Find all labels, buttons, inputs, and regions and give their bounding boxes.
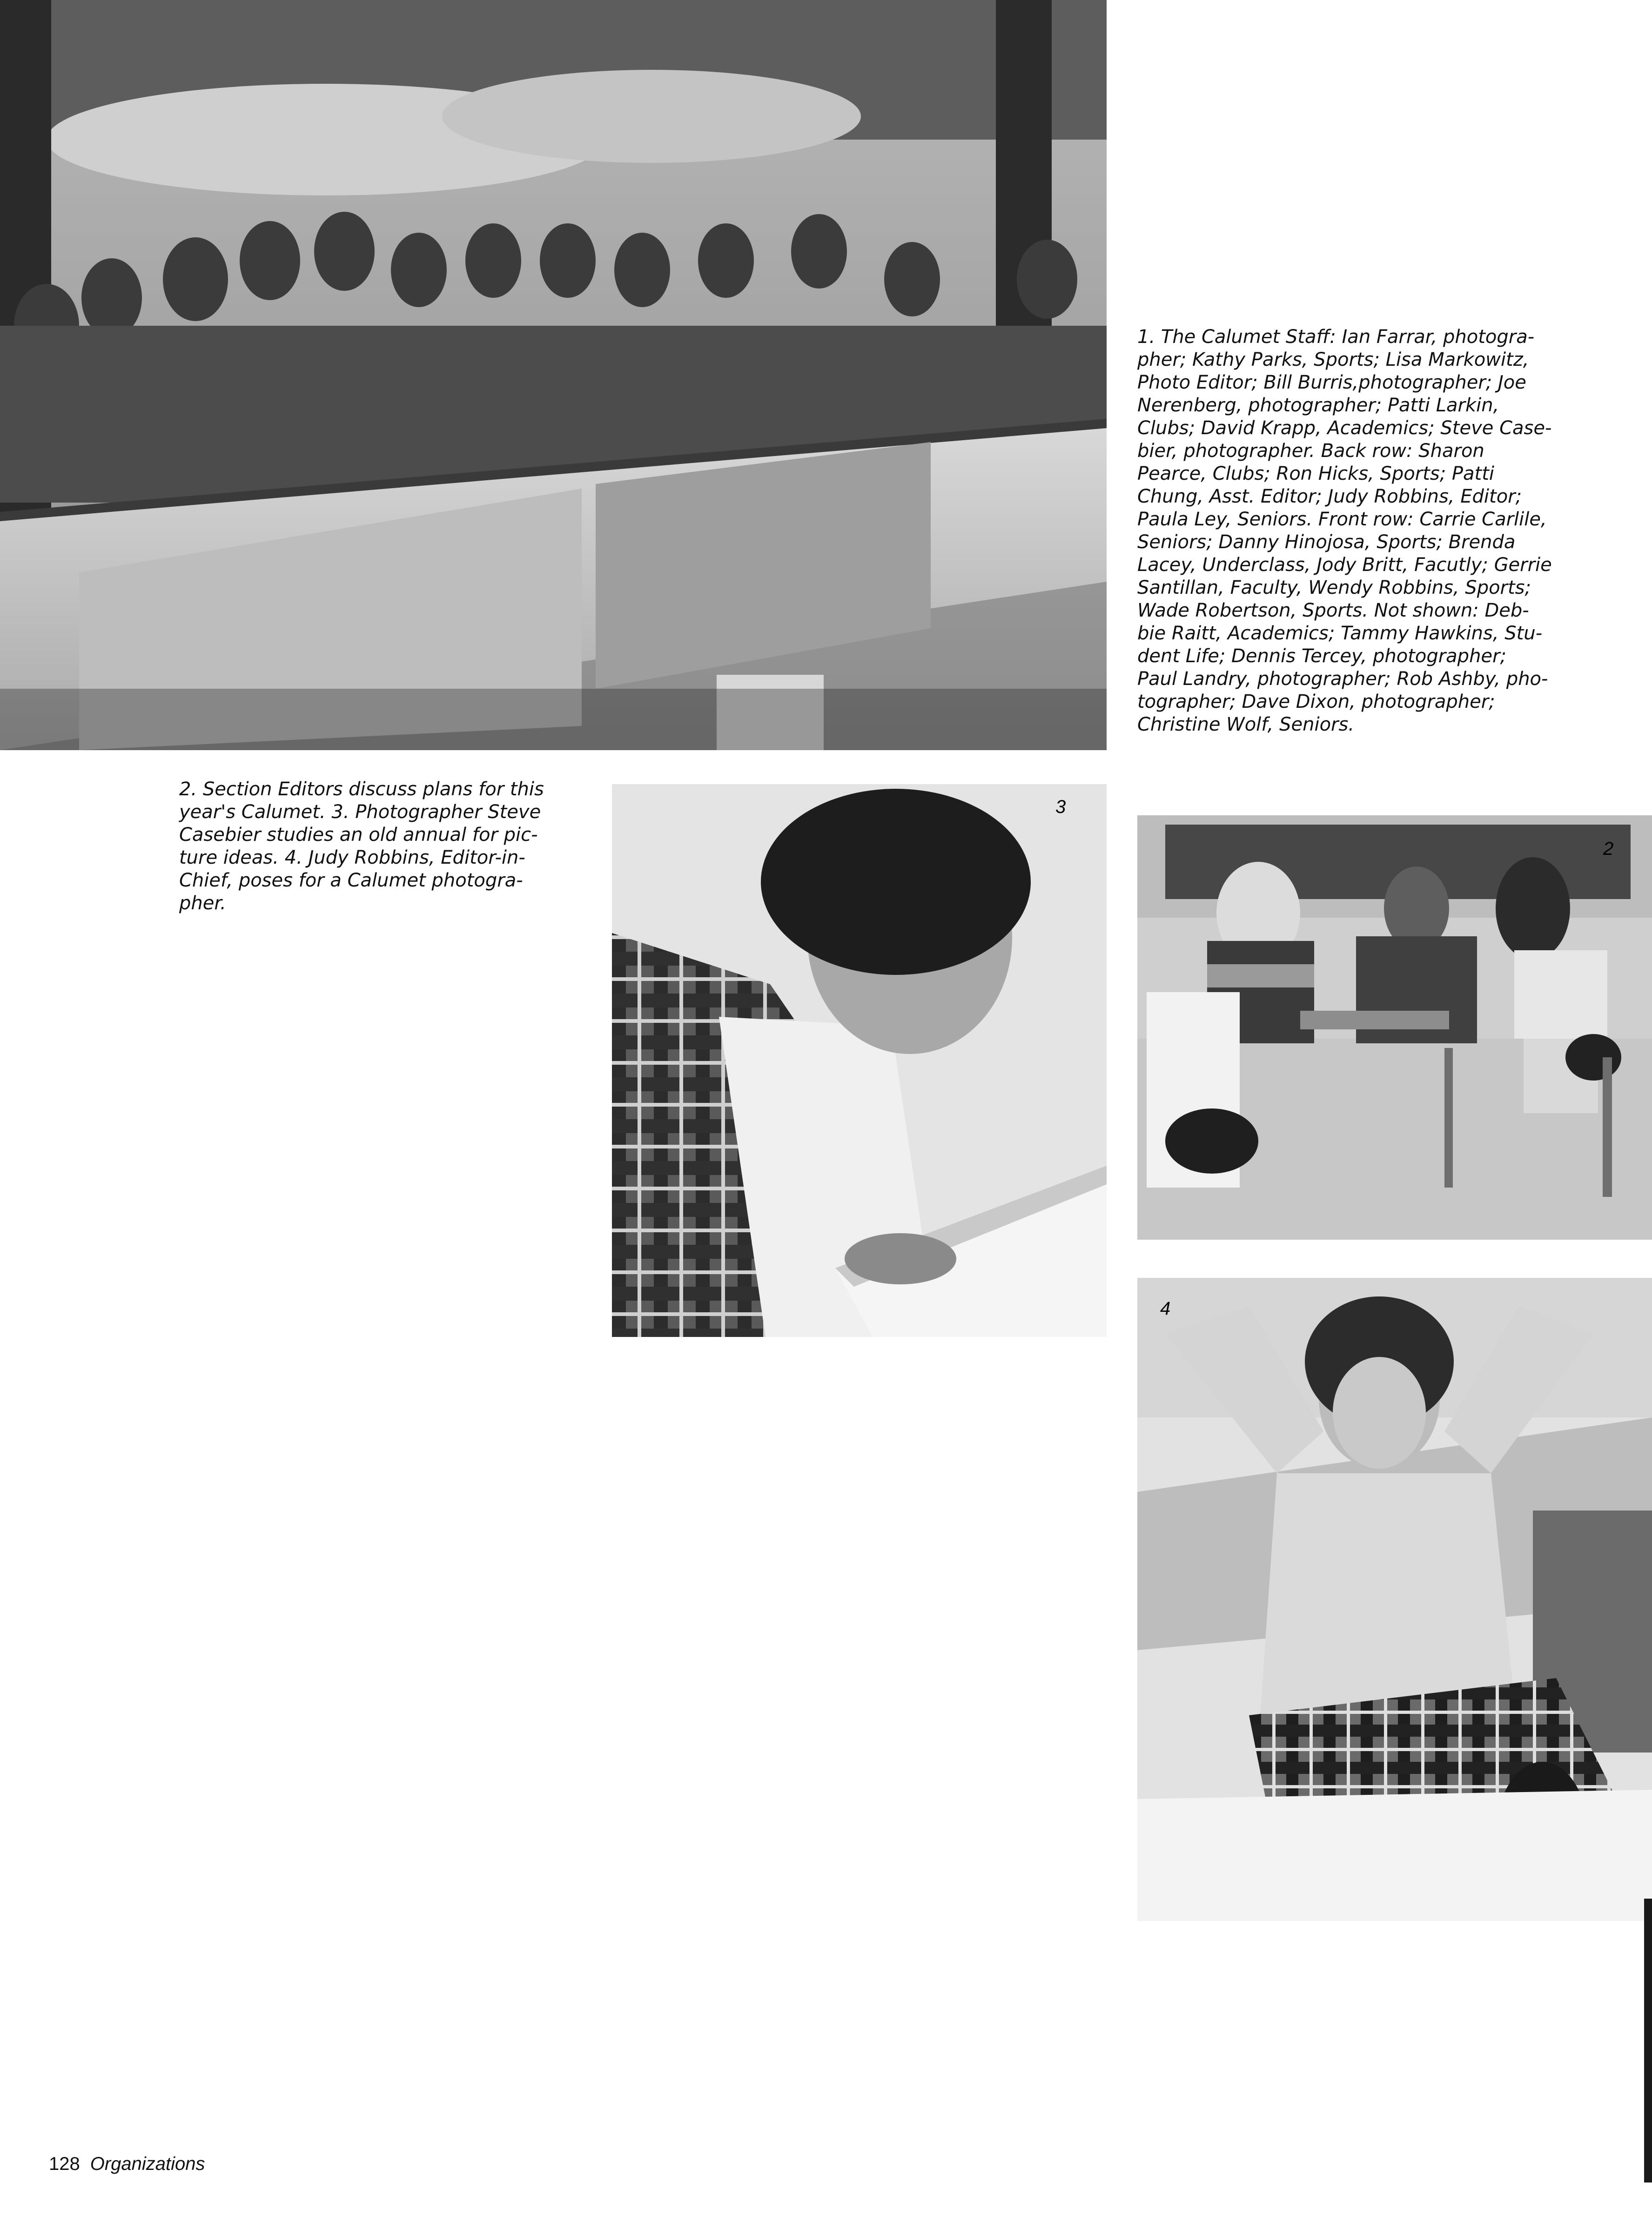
- caption-calumet-staff: 1. The Calumet Staff: Ian Farrar, photogra- pher; Kathy Parks, Sports; Lisa Markowitz, Photo Editor; Bill Burris,photographer; Joe Nerenberg, photographer; Patti Larkin, Clubs; David Krapp, Academics; Steve Case- bier, photographer. Back row: Sharon Pearce, Clubs; Ron Hicks, Sports; Patti Chung, Asst. Editor; Judy Robbins, Editor; Paula Ley, Seniors. Front row: Carrie Carlile, Seniors; Danny Hinojosa, Sports; Brenda Lacey, Underclass, Jody Britt, Facutly; Gerrie Santillan, Faculty, Wendy Robbins, Sports; Wade Robertson, Sports. Not shown: Deb- bie Raitt, Academics; Tammy Hawkins, Stu- dent Life; Dennis Tercey, photographer; Paul Landry, photographer; Rob Ashby, pho- tographer; Dave Dixon, photographer; Christine Wolf, Seniors.: [1137, 326, 1552, 735]
- photo-4-number: 4: [1160, 1298, 1171, 1319]
- classroom-discussion-photo-icon: [1137, 815, 1652, 1240]
- student-reading-annual-photo-icon: [612, 784, 1107, 1337]
- group-photo-calumet-staff-icon: [0, 0, 1107, 750]
- photo-3-steve-casebier: [612, 784, 1107, 1337]
- section-name: Organizations: [90, 2154, 205, 2174]
- photo-4-judy-robbins: [1137, 1278, 1652, 1921]
- photo-3-number: 3: [1055, 797, 1066, 817]
- page-number: 128: [49, 2154, 80, 2174]
- page-footer: [49, 2154, 205, 2175]
- caption-photos-2-3-4: 2. Section Editors discuss plans for this year's Calumet. 3. Photographer Steve Casebier studies an old annual for pic- ture ideas. 4. Judy Robbins, Editor-in- Chief, poses for a Calumet photogra- pher.: [179, 779, 544, 914]
- photo-calumet-staff: [0, 0, 1107, 750]
- page-edge-mark: [1644, 1899, 1652, 2182]
- photo-2-section-editors: [1137, 815, 1652, 1240]
- editor-posing-photo-icon: [1137, 1278, 1652, 1921]
- photo-2-number: 2: [1603, 839, 1614, 859]
